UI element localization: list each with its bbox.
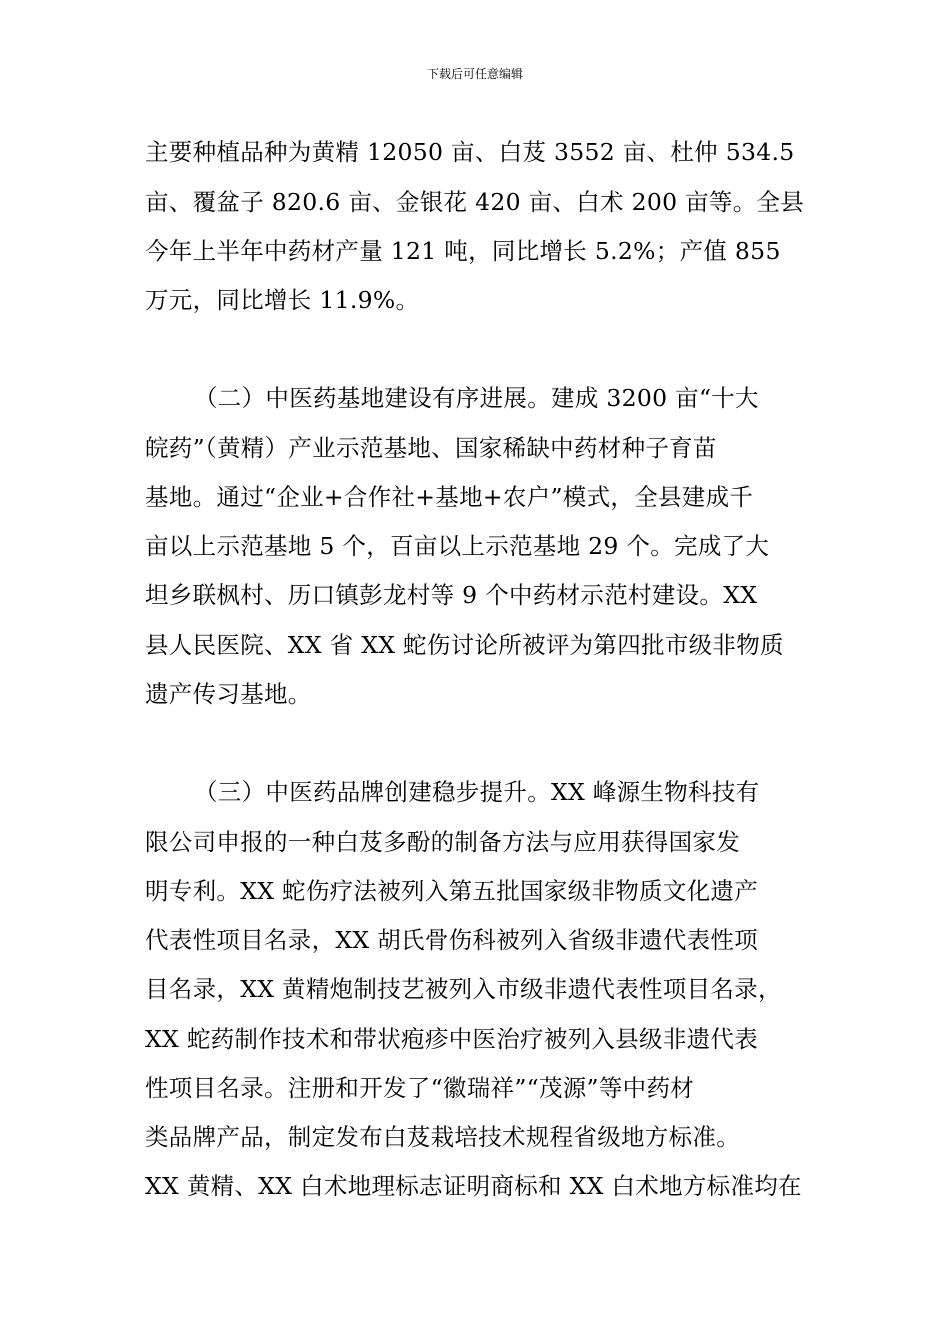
text-line: XX 黄精、XX 白术地理标志证明商标和 XX 白术地方标准均在 — [145, 1172, 802, 1200]
text-line: 基地。通过“企业+合作社+基地+农户”模式，全县建成千 — [145, 483, 754, 511]
page-header: 下载后可任意编辑 — [426, 67, 523, 81]
text-line: 限公司申报的一种白芨多酚的制备方法与应用获得国家发 — [145, 828, 740, 856]
text-line: XX 蛇药制作技术和带状疱疹中医治疗被列入县级非遗代表 — [145, 1025, 759, 1053]
text-line: （三）中医药品牌创建稳步提升。XX 峰源生物科技有 — [194, 778, 760, 806]
text-line: 代表性项目名录，XX 胡氏骨伤科被列入省级非遗代表性项 — [145, 926, 759, 954]
text-line: 皖药”（黄精）产业示范基地、国家稀缺中药材种子育苗 — [145, 434, 717, 462]
text-line: 坦乡联枫村、历口镇彭龙村等 9 个中药材示范村建设。XX — [145, 581, 758, 609]
text-line: 类品牌产品，制定发布白芨栽培技术规程省级地方标准。 — [145, 1123, 740, 1151]
text-line: 主要种植品种为黄精 12050 亩、白芨 3552 亩、杜仲 534.5 — [145, 138, 795, 166]
text-line: （二）中医药基地建设有序进展。建成 3200 亩“十大 — [194, 384, 759, 412]
text-line: 目名录，XX 黄精炮制技艺被列入市级非遗代表性项目名录， — [145, 975, 782, 1003]
text-line: 县人民医院、XX 省 XX 蛇伤讨论所被评为第四批市级非物质 — [145, 631, 784, 659]
text-line: 万元，同比增长 11.9%。 — [145, 286, 420, 314]
text-line: 今年上半年中药材产量 121 吨，同比增长 5.2%；产值 855 — [145, 237, 781, 265]
text-line: 性项目名录。注册和开发了“徽瑞祥”“茂源”等中药材 — [145, 1074, 695, 1102]
text-line: 亩、覆盆子 820.6 亩、金银花 420 亩、白术 200 亩等。全县 — [145, 188, 805, 216]
text-line: 明专利。XX 蛇伤疗法被列入第五批国家级非物质文化遗产 — [145, 877, 759, 905]
text-line: 亩以上示范基地 5 个，百亩以上示范基地 29 个。完成了大 — [145, 532, 770, 560]
text-line: 遗产传习基地。 — [145, 680, 312, 708]
